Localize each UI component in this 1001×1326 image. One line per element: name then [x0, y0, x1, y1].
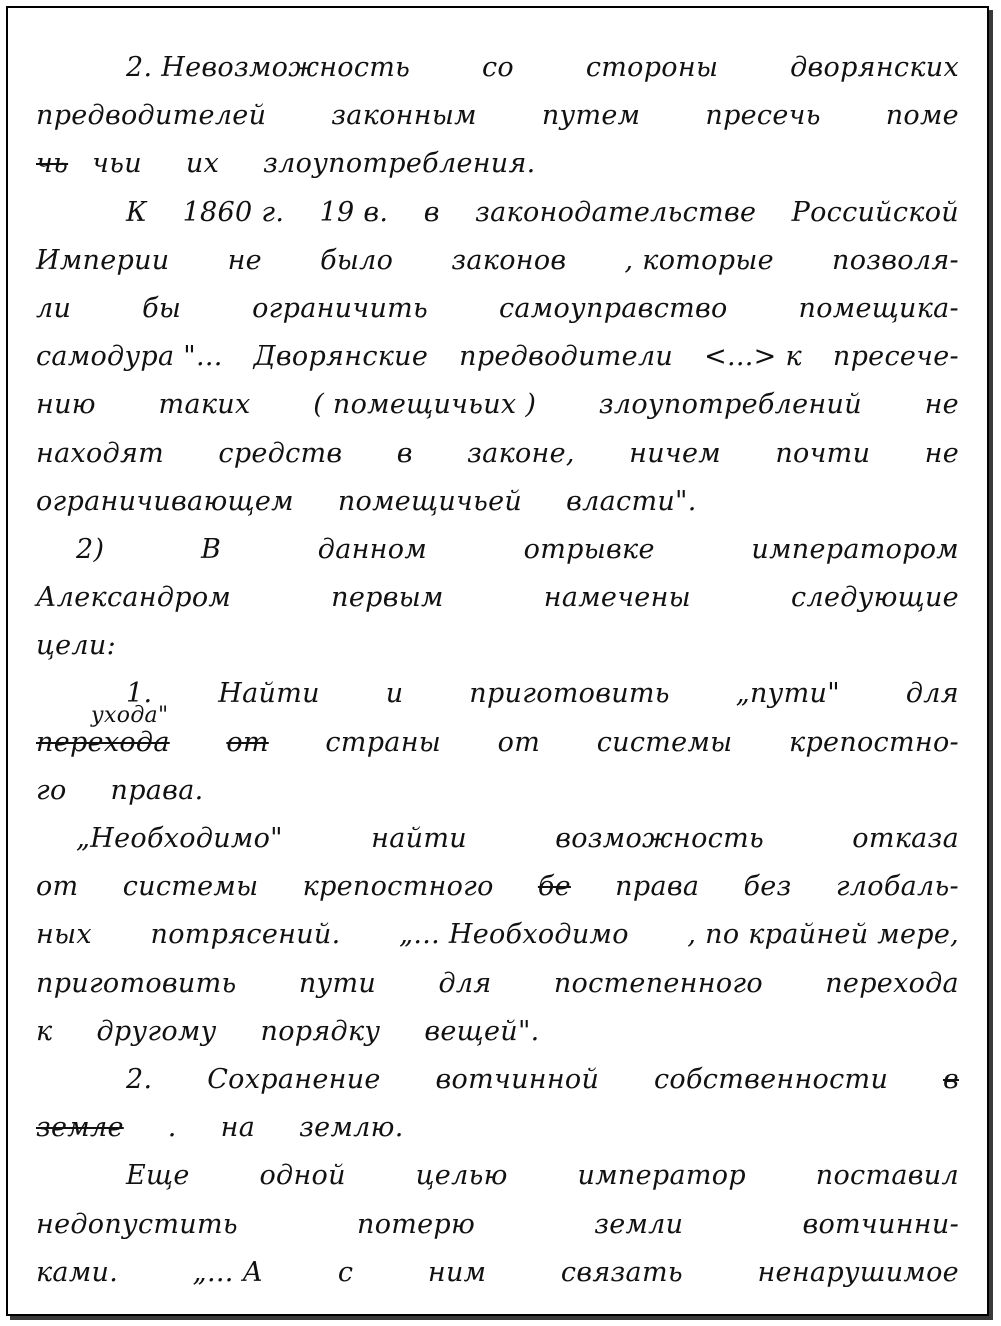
handwritten-word: Найти	[218, 678, 320, 710]
handwritten-word: намечены	[543, 582, 691, 614]
handwritten-word: системы	[596, 726, 733, 758]
text-line	[36, 863, 959, 911]
handwritten-word: 2.	[126, 1063, 153, 1095]
text-line	[36, 574, 959, 622]
handwritten-word: со	[482, 52, 514, 83]
handwritten-word: потрясений.	[150, 919, 341, 951]
handwritten-word: отрывке	[523, 533, 655, 565]
text-line	[36, 1152, 959, 1200]
handwritten-word: в	[396, 437, 413, 469]
handwritten-word: страны	[325, 726, 442, 758]
text-line	[36, 478, 959, 526]
text-line	[36, 333, 959, 381]
handwritten-word: возможность	[555, 823, 764, 854]
handwritten-word: Империи	[36, 244, 170, 276]
handwritten-word: ли	[36, 292, 72, 324]
handwritten-word: самодура "...	[36, 341, 223, 373]
handwritten-word: не	[924, 437, 959, 469]
handwritten-word: помещичьей	[337, 485, 523, 517]
handwritten-word: императором	[751, 533, 959, 565]
text-line	[36, 702, 959, 767]
handwritten-word: ( помещичьих )	[313, 389, 537, 421]
handwritten-word: недопустить	[36, 1208, 238, 1240]
text-line	[36, 285, 959, 333]
handwritten-word: Российской	[791, 196, 959, 228]
handwritten-word: землю.	[299, 1112, 404, 1144]
handwritten-word: для	[905, 678, 959, 710]
handwritten-word: „... А	[192, 1256, 264, 1288]
handwritten-word: другому	[96, 1015, 217, 1047]
handwritten-word: перехода	[825, 967, 959, 999]
handwritten-word: от	[497, 726, 541, 758]
handwritten-word: Дворянские	[253, 341, 429, 373]
handwritten-word: первым	[331, 582, 444, 614]
handwritten-word: пресечь	[705, 100, 821, 132]
handwritten-word: крепостного	[302, 871, 494, 903]
handwritten-word: таких	[158, 389, 251, 421]
handwritten-word: чьи	[92, 148, 142, 180]
text-line	[36, 189, 959, 237]
handwritten-word: ограничить	[252, 292, 429, 324]
text-line	[36, 140, 959, 188]
text-line	[36, 1201, 959, 1249]
handwritten-word: права.	[110, 774, 204, 806]
handwritten-word: законодательстве	[475, 196, 757, 228]
handwritten-word: крепостно-	[789, 726, 959, 758]
handwritten-word: целью	[415, 1160, 508, 1192]
handwritten-word: бы	[142, 292, 182, 324]
handwritten-word: .	[167, 1112, 177, 1144]
handwritten-word: отказа	[852, 823, 959, 854]
handwritten-word: 1.	[126, 678, 153, 710]
text-line	[36, 526, 959, 574]
handwritten-word: средств	[218, 437, 343, 469]
handwritten-word: системы	[122, 871, 259, 903]
handwritten-word: глобаль-	[835, 871, 959, 903]
handwritten-word: предводителей	[36, 100, 267, 132]
handwritten-word: бе	[537, 871, 571, 903]
handwritten-word: вотчинной	[435, 1063, 600, 1095]
handwritten-word: самоуправство	[498, 292, 728, 324]
handwritten-word: следующие	[791, 582, 959, 614]
handwritten-word: их	[185, 148, 220, 180]
text-line	[36, 92, 959, 140]
inserted-correction: ухода"	[91, 702, 169, 728]
handwritten-word: цели:	[36, 630, 116, 662]
text-line	[36, 622, 959, 670]
handwritten-word: приготовить	[469, 678, 670, 710]
handwritten-word: данном	[317, 533, 428, 565]
handwritten-word: найти	[371, 823, 467, 854]
text-line	[36, 1249, 959, 1297]
text-line	[36, 381, 959, 429]
handwritten-word: законов	[451, 244, 567, 276]
handwritten-word: земле	[36, 1112, 124, 1144]
handwritten-word: потерю	[357, 1208, 476, 1240]
handwritten-word: Сохранение	[207, 1063, 381, 1095]
handwritten-word: ничем	[629, 437, 721, 469]
text-line	[36, 237, 959, 285]
handwritten-text-block	[36, 44, 959, 1297]
handwritten-word: 2. Невозможность	[126, 52, 411, 83]
handwritten-word: почти	[775, 437, 871, 469]
handwritten-word: пути	[298, 967, 377, 999]
handwritten-word: „... Необходимо	[399, 919, 629, 951]
handwritten-word: законе,	[467, 437, 575, 469]
text-line	[36, 430, 959, 478]
handwritten-word: не	[227, 244, 262, 276]
text-line	[36, 44, 959, 92]
handwritten-word: для	[438, 967, 492, 999]
handwritten-word: Александром	[36, 582, 232, 614]
handwritten-word: ненарушимое	[757, 1256, 959, 1288]
handwritten-word: власти".	[566, 485, 697, 517]
handwritten-word: перехода	[36, 726, 170, 758]
handwritten-word: предводители	[459, 341, 674, 373]
handwritten-word: „пути"	[735, 678, 840, 710]
handwritten-word: законным	[331, 100, 477, 132]
handwritten-word: помещика-	[798, 292, 959, 324]
struck-fragment: чь	[36, 148, 69, 180]
handwritten-word: от	[226, 726, 269, 758]
handwritten-word: ных	[36, 919, 92, 951]
handwritten-word: , которые	[624, 244, 774, 276]
handwritten-word: связать	[560, 1256, 683, 1288]
handwritten-word: вотчинни-	[802, 1208, 959, 1240]
handwritten-word: стороны	[585, 52, 719, 83]
scanned-page	[6, 6, 989, 1316]
handwritten-word: ним	[427, 1256, 487, 1288]
handwritten-word: 2)	[76, 533, 105, 565]
handwritten-word: в	[423, 196, 440, 228]
handwritten-word: ограничивающем	[36, 485, 294, 517]
text-line	[36, 815, 959, 863]
handwritten-word: пресече-	[832, 341, 959, 373]
handwritten-word: 1860 г.	[182, 196, 285, 228]
handwritten-word: с	[337, 1256, 354, 1288]
handwritten-word: В	[200, 533, 222, 565]
handwritten-word: земли	[594, 1208, 684, 1240]
handwritten-word: и	[385, 678, 404, 710]
handwritten-word: дворянских	[790, 52, 959, 83]
handwritten-word: от	[36, 871, 79, 903]
text-line	[36, 960, 959, 1008]
text-line	[36, 1056, 959, 1104]
handwritten-word: без	[743, 871, 792, 903]
handwritten-word: <...> к	[704, 341, 802, 373]
handwritten-word: к	[36, 1015, 53, 1047]
handwritten-word: злоупотреблений	[598, 389, 862, 421]
handwritten-word: путем	[541, 100, 641, 132]
handwritten-word: Еще	[126, 1160, 190, 1192]
handwritten-word: К	[126, 196, 148, 228]
handwritten-word: вещей".	[424, 1015, 540, 1047]
handwritten-word: собственности	[654, 1063, 889, 1095]
handwritten-word: го	[36, 774, 67, 806]
handwritten-word: находят	[36, 437, 165, 469]
handwritten-word: поставил	[815, 1160, 959, 1192]
handwritten-word: ками.	[36, 1256, 119, 1288]
handwritten-word: порядку	[260, 1015, 381, 1047]
handwritten-word: император	[577, 1160, 746, 1192]
text-line	[36, 670, 959, 718]
text-line	[36, 1104, 959, 1152]
handwritten-word: нию	[36, 389, 96, 421]
text-line	[36, 911, 959, 959]
text-line	[36, 1008, 959, 1056]
handwritten-word: злоупотребления.	[263, 148, 536, 180]
handwritten-word: поме	[885, 100, 959, 132]
handwritten-word: права	[615, 871, 700, 903]
handwritten-word: в	[942, 1063, 959, 1095]
text-line	[36, 767, 959, 815]
handwritten-word: , по крайней мере,	[687, 919, 959, 951]
handwritten-word: 19 в.	[319, 196, 389, 228]
handwritten-word: приготовить	[36, 967, 237, 999]
handwritten-word: одной	[259, 1160, 346, 1192]
handwritten-word: позволя-	[832, 244, 959, 276]
handwritten-word: на	[220, 1112, 256, 1144]
handwritten-word: было	[320, 244, 394, 276]
handwritten-word: не	[924, 389, 959, 421]
handwritten-word: „Необходимо"	[76, 823, 283, 854]
handwritten-word: постепенного	[553, 967, 763, 999]
